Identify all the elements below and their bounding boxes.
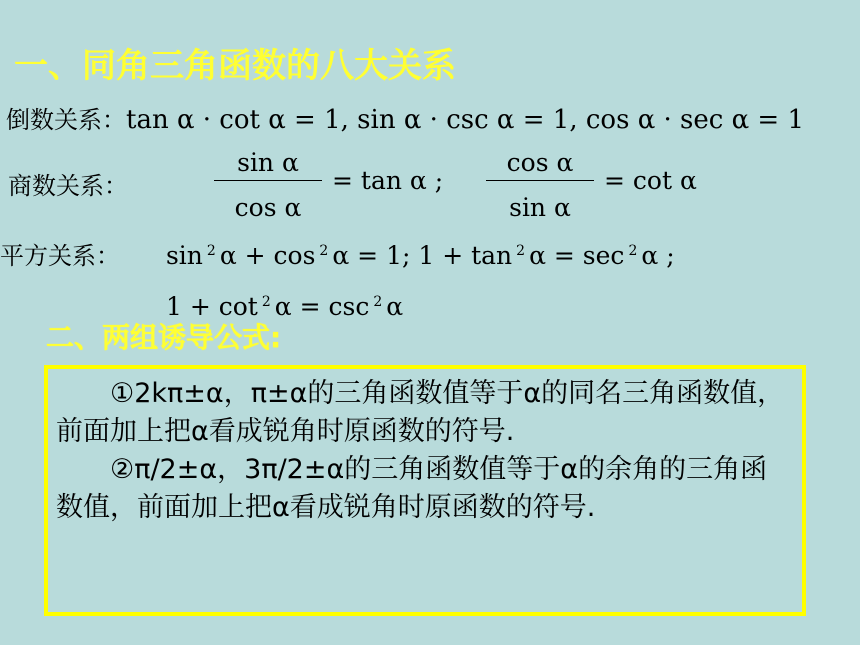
- quotient-fraction-1: [214, 146, 322, 225]
- exponent: 2: [261, 293, 271, 310]
- induction-formula-box: [44, 365, 806, 616]
- exponent: 2: [516, 242, 526, 259]
- reciprocal-formula: tan α · cot α = 1, sin α · csc α = 1, cos α · sec α = 1: [126, 105, 805, 135]
- square-term-cos: α + cos: [219, 241, 316, 270]
- section-heading-1: 一、同角三角函数的八大关系: [14, 46, 456, 86]
- fraction-2-bar: [486, 180, 594, 181]
- quotient-eq-1: = tan α ;: [332, 166, 444, 195]
- square-term-end: α ;: [641, 241, 675, 270]
- quotient-fraction-2: [486, 146, 594, 225]
- fraction-1-bar: [214, 180, 322, 181]
- reciprocal-relation-row: [6, 100, 804, 135]
- quotient-eq-2: = cot α: [604, 166, 697, 195]
- quotient-label: 商数关系：: [8, 172, 128, 200]
- fraction-1-denominator: cos α: [234, 193, 302, 222]
- exponent: 2: [628, 242, 638, 259]
- exponent: 2: [373, 293, 383, 310]
- reciprocal-label: 倒数关系：: [6, 106, 126, 134]
- fraction-1-numerator: sin α: [237, 148, 299, 177]
- square-relation-row: [0, 236, 675, 271]
- square-term-csc: α = csc: [274, 292, 370, 321]
- square-label: 平方关系：: [0, 242, 120, 270]
- induction-rule-1: ①2kπ±α，π±α的三角函数值等于α的同名三角函数值，前面加上把α看成锐角时原函数的符号.: [56, 378, 785, 447]
- square-term-tan: α = 1; 1 + tan: [332, 241, 513, 270]
- exponent: 2: [319, 242, 329, 259]
- fraction-2-numerator: cos α: [506, 148, 574, 177]
- square-term-alpha: α: [386, 292, 404, 321]
- induction-rule-2: ②π/2±α，3π/2±α的三角函数值等于α的余角的三角函数值，前面加上把α看成锐角时原函数的符号.: [56, 454, 768, 523]
- section-heading-2: 二、两组诱导公式:: [46, 321, 282, 354]
- exponent: 2: [206, 242, 216, 259]
- quotient-label-wrap: [8, 166, 128, 201]
- square-term-sec: α = sec: [529, 241, 625, 270]
- square-term-cot: 1 + cot: [166, 292, 258, 321]
- fraction-2-denominator: sin α: [509, 193, 571, 222]
- square-term-sin: sin: [165, 241, 203, 270]
